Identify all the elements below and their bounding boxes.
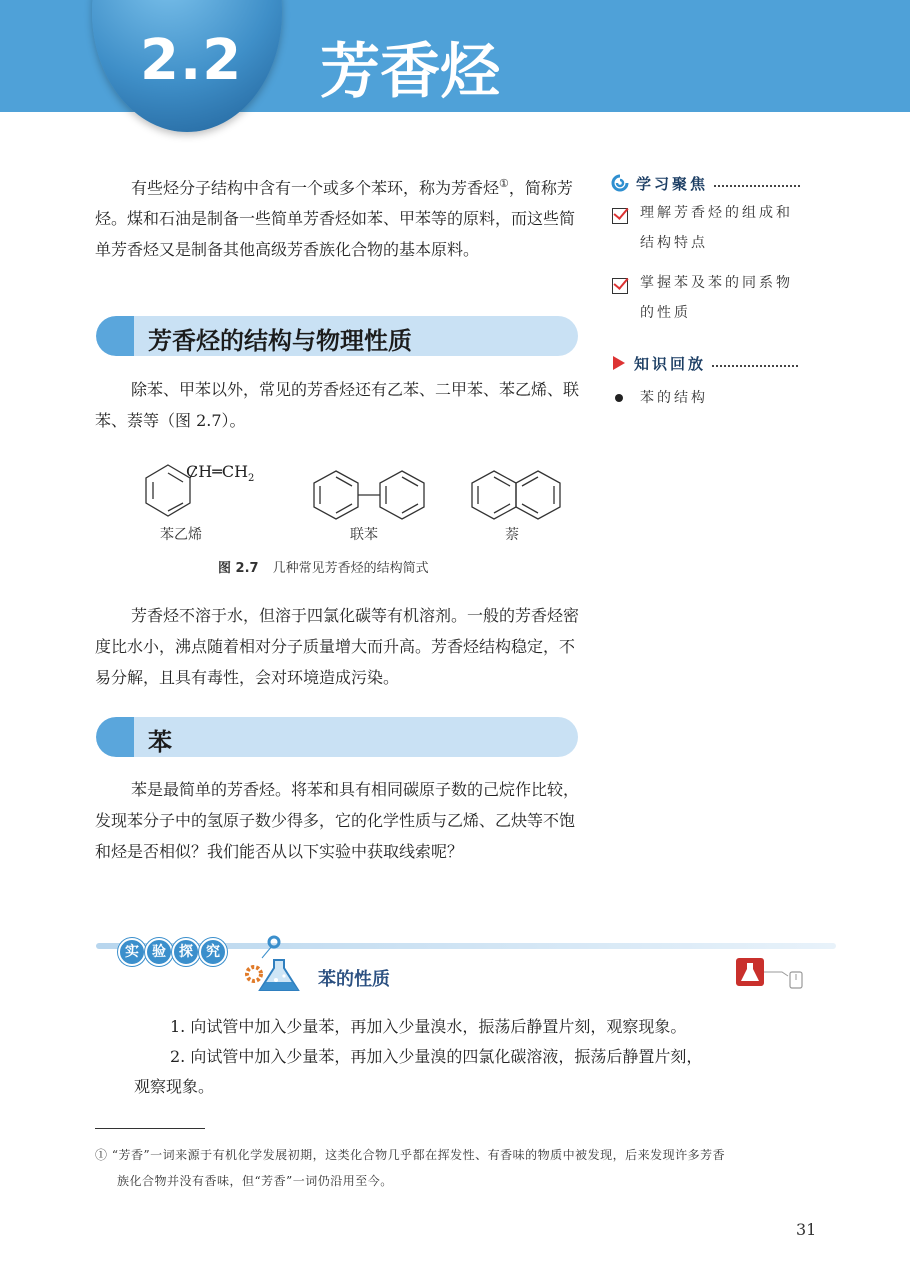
formula-double-bond: ═ (212, 462, 222, 481)
section2-paragraph: 苯是最简单的芳香烃。将苯和具有相同碳原子数的己烷作比较，发现苯分子中的氢原子数少得多，它的化学性质与乙烯、乙炔等不饱和烃是否相似？我们能否从以下实验中获取线索呢？ (95, 780, 580, 861)
focus-item-2-line2: 的性质 (640, 305, 691, 321)
styrene-formula (186, 462, 254, 484)
experiment-badge-char: 验 (145, 938, 173, 966)
figure-caption (218, 557, 429, 576)
figure-number: 图 2.7 (218, 561, 259, 576)
footnote-mark: ① (95, 1148, 108, 1162)
dotted-leader (714, 185, 800, 187)
play-triangle-icon (612, 355, 626, 371)
focus-item-2-line1: 掌握苯及苯的同系物 (640, 275, 793, 291)
footnote-line2: 族化合物并没有香味，但“芳香”一词仍沿用至今。 (117, 1174, 393, 1188)
intro-text-b: ，简称芳烃。煤和石油是制备一些简单芳香烃如苯、甲苯等的原料，而这些简单芳香烃又是制备其他高级芳香族化合物的基本原料。 (95, 178, 576, 260)
footnote (95, 1142, 825, 1194)
intro-paragraph (95, 168, 580, 265)
section-heading-benzene (96, 717, 578, 757)
experiment-badge-char: 探 (172, 938, 200, 966)
experiment-badge-char: 实 (118, 938, 146, 966)
footnote-ref[interactable]: ① (499, 177, 509, 190)
focus-item-1 (640, 198, 820, 258)
focus-swirl-icon (610, 173, 630, 193)
section-tab (96, 316, 134, 356)
focus-item-1-line2: 结构特点 (640, 235, 708, 251)
focus-item-1-line1: 理解芳香烃的组成和 (640, 205, 793, 221)
section1-paragraph1: 除苯、甲苯以外，常见的芳香烃还有乙苯、二甲苯、苯乙烯、联苯、萘等（图 2.7）。 (95, 380, 580, 430)
section1-paragraph2: 芳香烃不溶于水，但溶于四氯化碳等有机溶剂。一般的芳香烃密度比水小，沸点随着相对分子质量增大而升高。芳香烃结构稳定，不易分解，且具有毒性，会对环境造成污染。 (95, 606, 580, 687)
biphenyl-rings (314, 471, 424, 519)
formula-subscript: 2 (248, 473, 255, 485)
experiment-step-2: 2. 向试管中加入少量苯，再加入少量溴的四氯化碳溶液，振荡后静置片刻， (170, 1047, 703, 1066)
formula-ch2: CH (221, 462, 249, 481)
review-heading-text: 知识回放 (634, 355, 707, 373)
experiment-title: 苯的性质 (318, 969, 390, 990)
naphthalene-rings (472, 471, 560, 519)
bullet-icon (615, 394, 623, 402)
focus-heading (636, 173, 800, 194)
lab-flask-icon (736, 958, 806, 990)
dotted-leader (712, 365, 798, 367)
review-heading (634, 353, 798, 374)
section-tab (96, 717, 134, 757)
label-styrene: 苯乙烯 (160, 527, 202, 543)
checkbox-icon (612, 278, 628, 294)
section-heading-text: 芳香烃的结构与物理性质 (148, 327, 412, 355)
formula-ch: CH (186, 462, 213, 481)
figure-caption-text: 几种常见芳香烃的结构简式 (272, 561, 429, 576)
experiment-badge-char: 究 (199, 938, 227, 966)
focus-item-2 (640, 268, 820, 328)
focus-heading-text: 学习聚焦 (636, 175, 709, 193)
checkbox-icon (612, 208, 628, 224)
footnote-rule (95, 1128, 205, 1129)
experiment-step-2-cont: 观察现象。 (134, 1077, 215, 1096)
page-title: 芳香烃 (320, 37, 500, 107)
page-number: 31 (796, 1220, 817, 1239)
footnote-text-1: “芳香”一词来源于有机化学发展初期，这类化合物几乎都在挥发性、有香味的物质中被发现，后来发现许多芳香 (111, 1148, 726, 1162)
label-biphenyl: 联苯 (350, 527, 378, 543)
review-item-1: 苯的结构 (640, 390, 708, 406)
experiment-step-1: 1. 向试管中加入少量苯，再加入少量溴水，振荡后静置片刻，观察现象。 (170, 1017, 687, 1036)
section-heading-structure (96, 316, 578, 356)
section-heading-text: 苯 (148, 728, 172, 756)
intro-text-a: 有些烃分子结构中含有一个或多个苯环，称为芳香烃 (131, 178, 500, 198)
flask-gear-icon (240, 930, 304, 994)
section-number: 2.2 (140, 28, 243, 93)
footnote-line1 (95, 1142, 825, 1168)
label-naphthalene: 萘 (505, 527, 519, 543)
